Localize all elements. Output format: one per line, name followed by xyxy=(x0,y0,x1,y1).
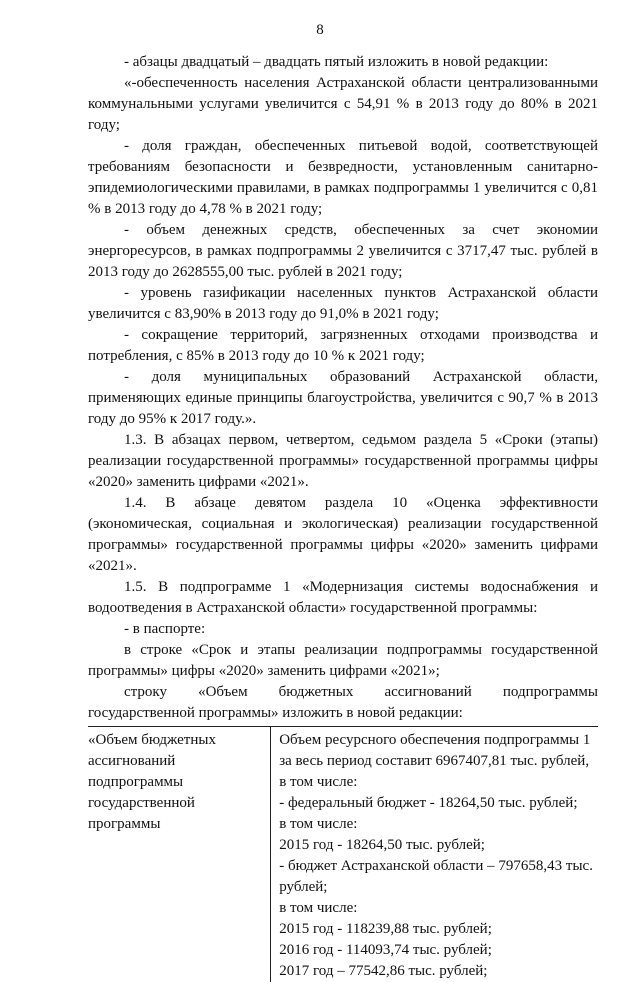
paragraph-8: 1.3. В абзацах первом, четвертом, седьмом раздела 5 «Сроки (этапы) реализации государственной программы» государственной программы цифры «2020» заменить цифрами «2021». xyxy=(88,432,598,490)
paragraph-6: - сокращение территорий, загрязненных отходами производства и потребления, с 85% в 2013 году до 10 % к 2021 году; xyxy=(88,327,598,364)
paragraph-11: - в паспорте: xyxy=(124,621,206,637)
budget-line: 2015 год - 18264,50 тыс. рублей; xyxy=(279,837,485,853)
paragraph-2: «-обеспеченность населения Астраханской области централизованными коммунальными услугами увеличится с 54,91 % в 2013 году до 80% в 2021 году; xyxy=(88,75,598,133)
budget-line: Объем ресурсного обеспечения подпрограммы 1 за весь период составит 6967407,81 тыс. рублей, в том числе: xyxy=(279,732,591,790)
page-number: 8 xyxy=(316,22,324,38)
paragraph-4: - объем денежных средств, обеспеченных за счет экономии энергоресурсов, в рамках подпрограммы 2 увеличится с 3717,47 тыс. рублей в 2013 году до 2628555,00 тыс. рублей в 2021 году; xyxy=(88,222,598,280)
budget-line: в том числе: xyxy=(279,816,358,832)
budget-table-value-cell xyxy=(271,727,598,982)
document-body xyxy=(88,52,598,982)
paragraph-9: 1.4. В абзаце девятом раздела 10 «Оценка эффективности (экономическая, социальная и экологическая) реализации государственной программы» государственной программы цифры «2020» заменить цифрами «2021». xyxy=(88,495,598,574)
paragraph-10: 1.5. В подпрограмме 1 «Модернизация системы водоснабжения и водоотведения в Астраханской области» государственной программы: xyxy=(88,579,598,616)
paragraph-7: - доля муниципальных образований Астраханской области, применяющих единые принципы благоустройства, увеличится с 90,7 % в 2013 году до 95% к 2017 году.». xyxy=(88,369,598,427)
budget-line: 2016 год - 114093,74 тыс. рублей; xyxy=(279,942,492,958)
paragraph-5: - уровень газификации населенных пунктов Астраханской области увеличится с 83,90% в 2013 году до 91,0% в 2021 году; xyxy=(88,285,598,322)
paragraph-13: строку «Объем бюджетных ассигнований подпрограммы государственной программы» изложить в новой редакции: xyxy=(88,684,598,721)
budget-line: 2015 год - 118239,88 тыс. рублей; xyxy=(279,921,492,937)
budget-table-label-cell: «Объем бюджетных ассигнований подпрограммы государственной программы xyxy=(88,727,271,982)
budget-line: - бюджет Астраханской области – 797658,43 тыс. рублей; xyxy=(279,858,593,895)
budget-line: - федеральный бюджет - 18264,50 тыс. рублей; xyxy=(279,795,578,811)
budget-line: 2017 год – 77542,86 тыс. рублей; xyxy=(279,963,488,979)
paragraph-3: - доля граждан, обеспеченных питьевой водой, соответствующей требованиям безопасности и безвредности, установленным санитарно-эпидемиологическими правилами, в рамках подпрограммы 1 увеличится с 0,81 % в 2013 году до 4,78 % в 2021 году; xyxy=(88,138,598,217)
paragraph-12: в строке «Срок и этапы реализации подпрограммы государственной программы» цифры «2020» заменить цифрами «2021»; xyxy=(88,642,598,679)
paragraph-1: - абзацы двадцатый – двадцать пятый изложить в новой редакции: xyxy=(124,54,549,70)
budget-table xyxy=(88,726,598,982)
budget-line: в том числе: xyxy=(279,900,358,916)
